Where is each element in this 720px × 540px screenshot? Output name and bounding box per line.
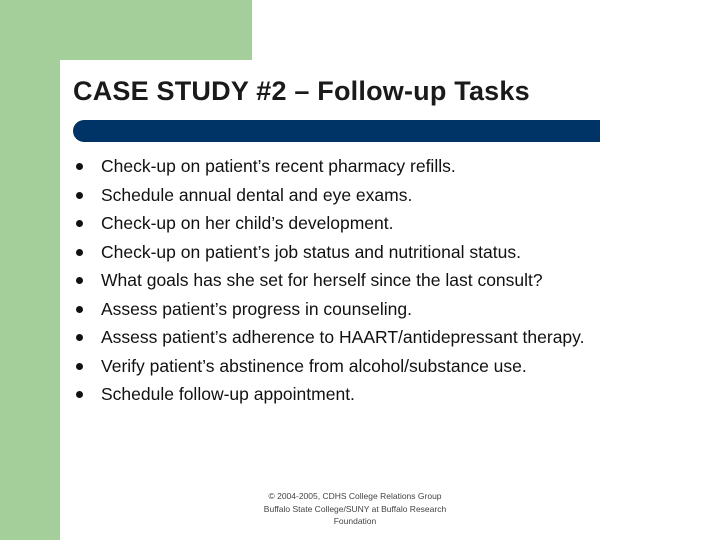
footer-line-3: Foundation <box>333 516 377 526</box>
bullet-icon <box>76 163 83 170</box>
bullet-icon <box>76 277 83 284</box>
bullet-icon <box>76 220 83 227</box>
copyright-footer <box>240 490 470 528</box>
title-underline-bar <box>73 120 600 142</box>
bullet-icon <box>76 306 83 313</box>
footer-line-1: © 2004-2005, CDHS College Relations Group <box>268 491 442 501</box>
bullet-icon <box>76 391 83 398</box>
slide-title: CASE STUDY #2 – Follow-up Tasks <box>73 76 530 106</box>
bullet-icon <box>76 363 83 370</box>
bullet-icon <box>76 249 83 256</box>
bullet-icon <box>76 334 83 341</box>
decorative-left-band <box>0 0 60 540</box>
footer-line-2: Buffalo State College/SUNY at Buffalo Research <box>263 503 447 514</box>
bullet-icon <box>76 192 83 199</box>
